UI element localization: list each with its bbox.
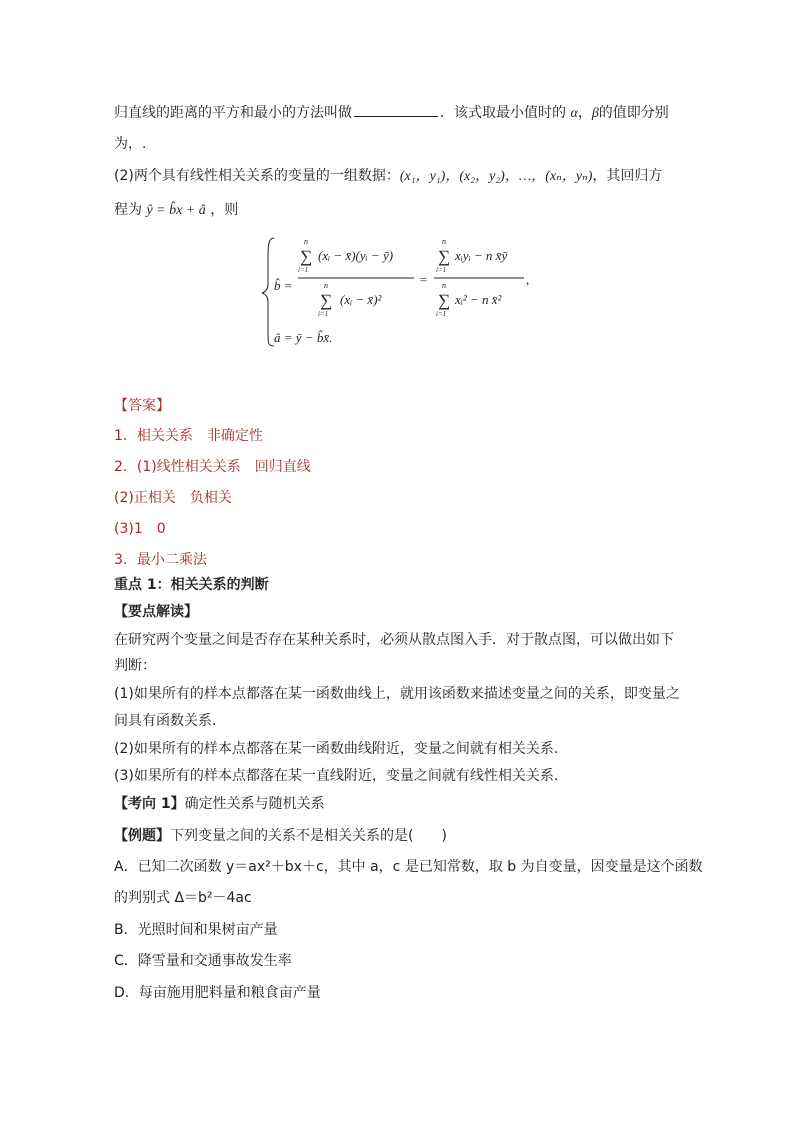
alpha-symbol: α <box>570 106 578 121</box>
sum-lower-i: i=1 <box>318 310 329 318</box>
answer-line-2: 2．(1)线性相关关系 回归直线 <box>114 459 311 475</box>
paragraph-line: 判断： <box>114 658 156 674</box>
denominator-2: xᵢ² − n x̄² <box>455 292 502 307</box>
answer-blank <box>354 102 438 117</box>
section-subtitle: 【要点解读】 <box>114 604 198 620</box>
answer-line-5: 3．最小二乘法 <box>114 552 207 568</box>
text-segment: (2)两个具有线性相关关系的变量的一组数据： <box>114 168 400 184</box>
regression-equation: ŷ = b̂x + â <box>146 203 206 218</box>
sum-symbol: ∑ <box>300 247 313 266</box>
sum-lower-i: i=1 <box>436 310 447 318</box>
section-title: 重点 1：相关关系的判断 <box>114 577 269 593</box>
paragraph-data-pairs <box>114 166 662 187</box>
paragraph-continuation <box>114 134 146 154</box>
example-text: 下列变量之间的关系不是相关关系的是( ) <box>170 828 447 844</box>
answer-line-4: (3)1 0 <box>114 521 166 537</box>
paragraph-line: (3)如果所有的样本点都落在某一直线附近，变量之间就有线性相关关系． <box>114 768 568 784</box>
regression-formula <box>262 232 542 350</box>
comma: , <box>526 272 530 287</box>
sum-lower-i: i=1 <box>436 266 447 274</box>
option-d: D．每亩施用肥料量和粮食亩产量 <box>114 985 321 1001</box>
sum-upper-n: n <box>304 237 308 246</box>
sum-symbol: ∑ <box>320 291 333 310</box>
test-direction-text: 确定性关系与随机关系 <box>184 796 325 812</box>
text-segment: 程为 <box>114 202 142 218</box>
paragraph-line: 在研究两个变量之间是否存在某种关系时，必须从散点图入手．对于散点图，可以做出如下 <box>114 632 674 648</box>
example-tag: 【例题】 <box>114 828 170 844</box>
equals-sign: = <box>419 272 428 287</box>
numerator-1: (xᵢ − x̄)(yᵢ − ȳ) <box>318 248 394 263</box>
paragraph-regression-eq <box>114 200 238 221</box>
answer-line-1: 1．相关关系 非确定性 <box>114 428 263 444</box>
text-segment: 为，. <box>114 136 147 152</box>
b-hat-label: b̂ = <box>274 278 293 293</box>
paragraph-line: (2)如果所有的样本点都落在某一函数曲线附近，变量之间就有相关关系． <box>114 741 568 757</box>
beta-symbol: β <box>591 106 599 121</box>
a-hat-equation: â = ȳ − b̂x̄. <box>274 330 333 345</box>
sum-symbol: ∑ <box>438 247 451 266</box>
sum-upper-n: n <box>324 281 328 290</box>
test-direction-tag: 【考向 1】 <box>114 796 185 812</box>
answer-heading: 【答案】 <box>114 398 170 414</box>
example-question <box>114 826 447 846</box>
text-segment: ，其回归方 <box>592 168 663 184</box>
paragraph-line: 间具有函数关系． <box>114 713 226 729</box>
data-pairs: (x₁，y₁)，(x₂，y₂)，…，(xₙ，yₙ) <box>399 169 593 184</box>
option-a-line-1: A．已知二次函数 y＝ax²＋bx＋c，其中 a，c 是已知常数，取 b 为自变量，因变量是这个函数 <box>114 859 703 875</box>
sum-upper-n: n <box>442 281 446 290</box>
text-segment: ，则 <box>210 202 239 218</box>
sum-upper-n: n <box>442 237 446 246</box>
sum-symbol: ∑ <box>438 291 451 310</box>
text-segment: ．该式取最小值时的 <box>440 105 566 121</box>
paragraph-least-squares <box>114 102 669 124</box>
denominator-1: (xᵢ − x̄)² <box>340 292 382 307</box>
sum-lower-i: i=1 <box>298 266 309 274</box>
text-segment: 归直线的距离的平方和最小的方法叫做 <box>114 105 352 121</box>
answer-line-3: (2)正相关 负相关 <box>114 490 232 506</box>
text-segment: 的值即分别 <box>598 105 669 121</box>
option-a-line-2: 的判别式 Δ＝b²－4ac <box>114 890 252 906</box>
option-c: C．降雪量和交通事故发生率 <box>114 953 292 969</box>
option-b: B．光照时间和果树亩产量 <box>114 922 278 938</box>
test-direction <box>114 794 325 814</box>
numerator-2: xᵢyᵢ − n x̄ȳ <box>455 248 508 263</box>
paragraph-line: (1)如果所有的样本点都落在某一函数曲线上，就用该函数来描述变量之间的关系，即变量之 <box>114 686 680 702</box>
text-segment: ， <box>577 105 592 121</box>
